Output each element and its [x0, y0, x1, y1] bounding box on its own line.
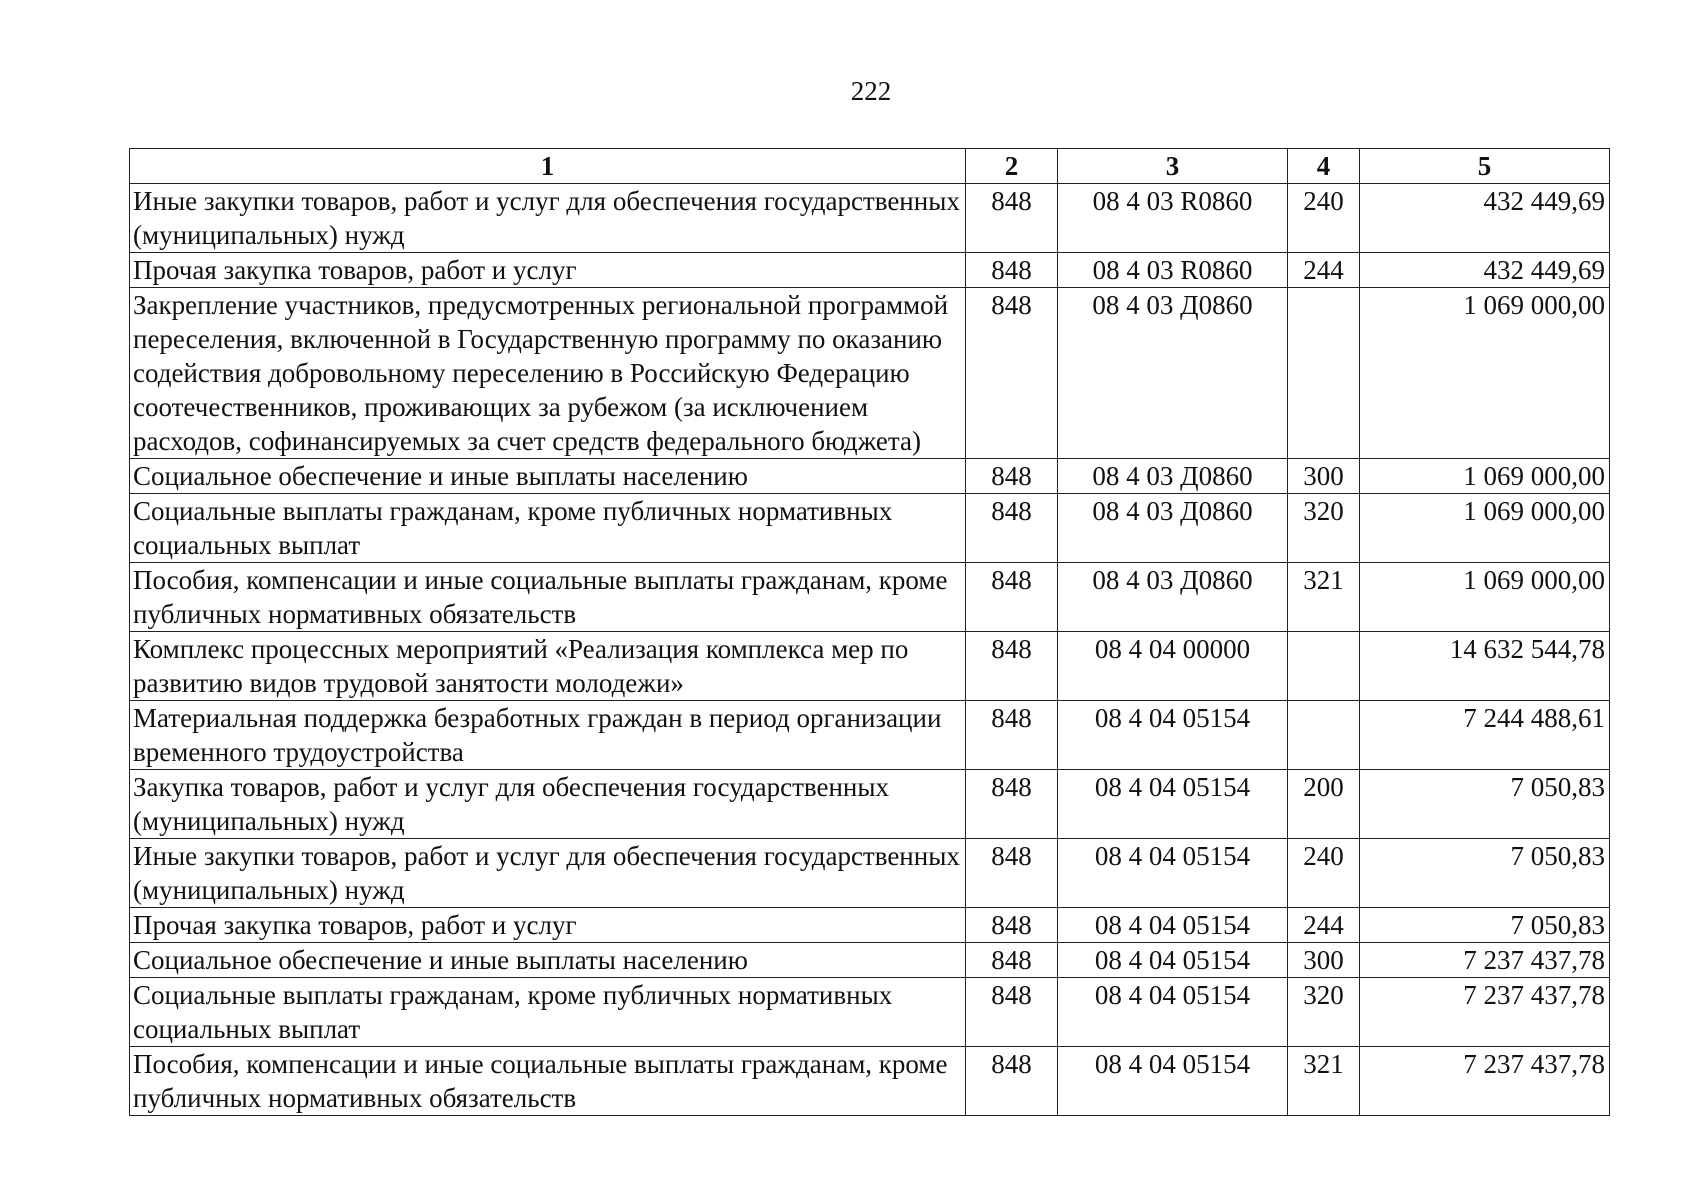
column-header-3: 3: [1058, 149, 1288, 184]
table-row: [130, 563, 1610, 632]
row-csr: 08 4 04 05154: [1058, 978, 1288, 1047]
row-amount: 1 069 000,00: [1360, 288, 1610, 459]
row-csr: 08 4 04 05154: [1058, 701, 1288, 770]
row-amount: 432 449,69: [1360, 184, 1610, 253]
row-csr: 08 4 04 00000: [1058, 632, 1288, 701]
row-name: Пособия, компенсации и иные социальные выплаты гражданам, кроме публичных нормативных обязательств: [130, 1047, 966, 1116]
row-name: Социальные выплаты гражданам, кроме публичных нормативных социальных выплат: [130, 494, 966, 563]
row-name: Материальная поддержка безработных граждан в период организации временного трудоустройства: [130, 701, 966, 770]
row-grbs: 848: [966, 253, 1058, 288]
table-row: [130, 288, 1610, 459]
column-header-2: 2: [966, 149, 1058, 184]
row-amount: 432 449,69: [1360, 253, 1610, 288]
row-csr: 08 4 04 05154: [1058, 770, 1288, 839]
row-amount: 14 632 544,78: [1360, 632, 1610, 701]
row-grbs: 848: [966, 908, 1058, 943]
table-row: [130, 184, 1610, 253]
table-row: [130, 253, 1610, 288]
table-row: [130, 1047, 1610, 1116]
row-vr: 240: [1288, 184, 1360, 253]
row-vr: 321: [1288, 563, 1360, 632]
column-header-1: 1: [130, 149, 966, 184]
row-name: Иные закупки товаров, работ и услуг для обеспечения государственных (муниципальных) нужд: [130, 184, 966, 253]
row-vr: 320: [1288, 494, 1360, 563]
row-amount: 7 050,83: [1360, 839, 1610, 908]
row-vr: 320: [1288, 978, 1360, 1047]
table-row: [130, 908, 1610, 943]
row-grbs: 848: [966, 288, 1058, 459]
row-grbs: 848: [966, 701, 1058, 770]
row-name: Социальные выплаты гражданам, кроме публичных нормативных социальных выплат: [130, 978, 966, 1047]
row-grbs: 848: [966, 632, 1058, 701]
row-name: Иные закупки товаров, работ и услуг для обеспечения государственных (муниципальных) нужд: [130, 839, 966, 908]
row-name: Комплекс процессных мероприятий «Реализация комплекса мер по развитию видов трудовой занятости молодежи»: [130, 632, 966, 701]
row-amount: 7 237 437,78: [1360, 1047, 1610, 1116]
row-name: Прочая закупка товаров, работ и услуг: [130, 253, 966, 288]
row-grbs: 848: [966, 459, 1058, 494]
row-amount: 7 050,83: [1360, 908, 1610, 943]
row-name: Социальное обеспечение и иные выплаты населению: [130, 943, 966, 978]
row-csr: 08 4 03 R0860: [1058, 253, 1288, 288]
row-vr: 300: [1288, 459, 1360, 494]
row-grbs: 848: [966, 1047, 1058, 1116]
row-csr: 08 4 03 Д0860: [1058, 494, 1288, 563]
row-csr: 08 4 03 R0860: [1058, 184, 1288, 253]
row-amount: 1 069 000,00: [1360, 459, 1610, 494]
row-csr: 08 4 04 05154: [1058, 943, 1288, 978]
row-grbs: 848: [966, 978, 1058, 1047]
row-amount: 7 050,83: [1360, 770, 1610, 839]
row-vr: [1288, 632, 1360, 701]
row-csr: 08 4 03 Д0860: [1058, 288, 1288, 459]
row-vr: 300: [1288, 943, 1360, 978]
table-row: [130, 978, 1610, 1047]
row-name: Закупка товаров, работ и услуг для обеспечения государственных (муниципальных) нужд: [130, 770, 966, 839]
row-amount: 1 069 000,00: [1360, 563, 1610, 632]
row-amount: 1 069 000,00: [1360, 494, 1610, 563]
row-grbs: 848: [966, 184, 1058, 253]
row-grbs: 848: [966, 770, 1058, 839]
row-csr: 08 4 04 05154: [1058, 908, 1288, 943]
row-grbs: 848: [966, 943, 1058, 978]
row-vr: 200: [1288, 770, 1360, 839]
row-name: Пособия, компенсации и иные социальные выплаты гражданам, кроме публичных нормативных обязательств: [130, 563, 966, 632]
row-vr: 244: [1288, 253, 1360, 288]
table-row: [130, 701, 1610, 770]
table-row: [130, 943, 1610, 978]
table-row: [130, 494, 1610, 563]
row-vr: 240: [1288, 839, 1360, 908]
row-name: Закрепление участников, предусмотренных региональной программой переселения, включенной в Государственную программу по оказанию содействия добровольному переселению в Российскую Федерацию соотечественников, проживающих за рубежом (за исключением расходов, софинансируемых за счет средств федерального бюджета): [130, 288, 966, 459]
row-name: Социальное обеспечение и иные выплаты населению: [130, 459, 966, 494]
page-number: 222: [850, 76, 892, 106]
row-vr: 321: [1288, 1047, 1360, 1116]
row-csr: 08 4 03 Д0860: [1058, 459, 1288, 494]
row-grbs: 848: [966, 494, 1058, 563]
row-csr: 08 4 03 Д0860: [1058, 563, 1288, 632]
row-amount: 7 244 488,61: [1360, 701, 1610, 770]
row-grbs: 848: [966, 839, 1058, 908]
table-row: [130, 839, 1610, 908]
row-csr: 08 4 04 05154: [1058, 839, 1288, 908]
row-grbs: 848: [966, 563, 1058, 632]
row-csr: 08 4 04 05154: [1058, 1047, 1288, 1116]
row-amount: 7 237 437,78: [1360, 978, 1610, 1047]
table-row: [130, 770, 1610, 839]
table-row: [130, 459, 1610, 494]
row-vr: 244: [1288, 908, 1360, 943]
column-header-5: 5: [1360, 149, 1610, 184]
row-vr: [1288, 288, 1360, 459]
budget-table-container: [129, 148, 1609, 1116]
row-amount: 7 237 437,78: [1360, 943, 1610, 978]
column-header-4: 4: [1288, 149, 1360, 184]
budget-table: [129, 148, 1610, 1116]
row-vr: [1288, 701, 1360, 770]
header-row: [130, 149, 1610, 184]
row-name: Прочая закупка товаров, работ и услуг: [130, 908, 966, 943]
table-row: [130, 632, 1610, 701]
